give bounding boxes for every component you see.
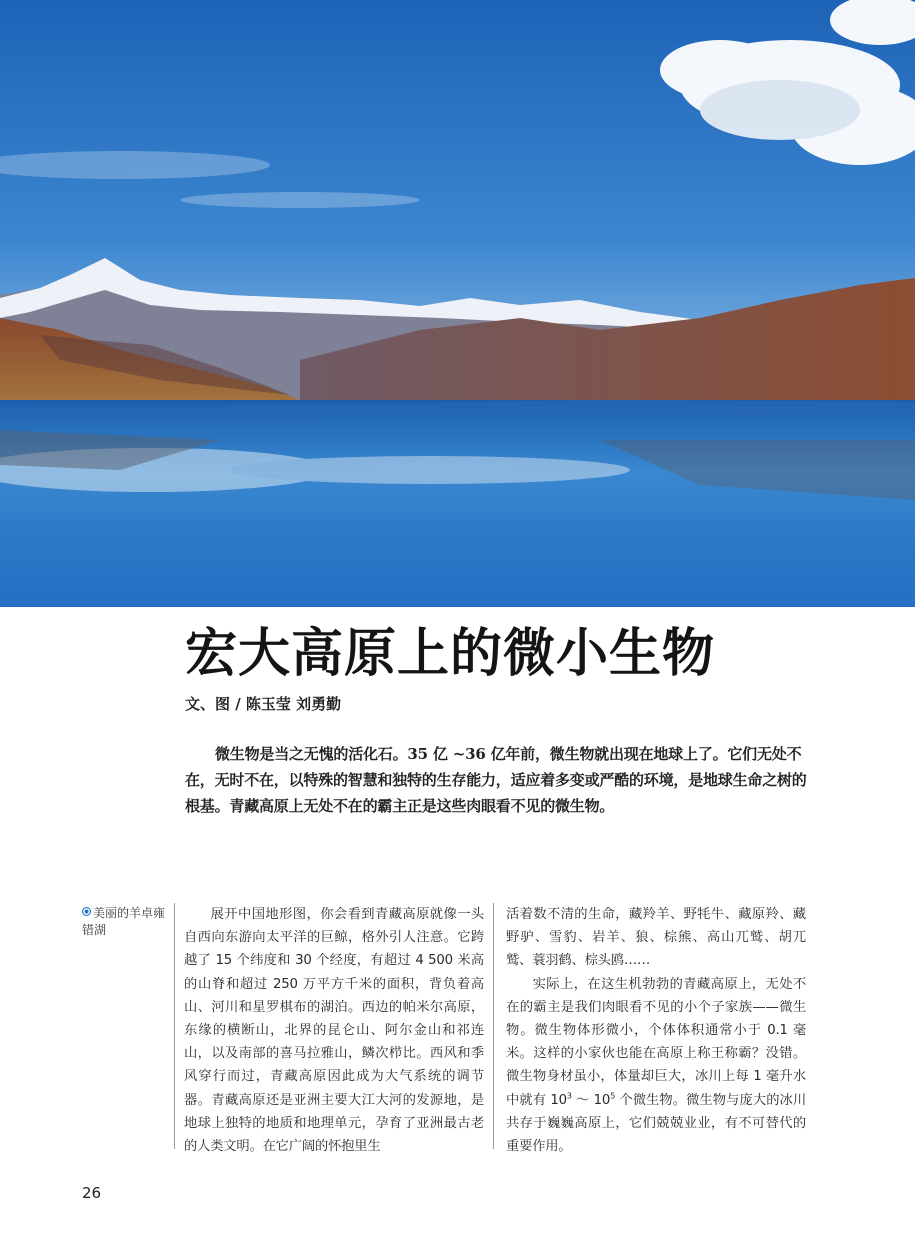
photo-caption-text: 美丽的羊卓雍错湖	[82, 906, 166, 937]
column-divider	[493, 903, 494, 1149]
photo-caption	[82, 905, 168, 939]
body-paragraph: 活着数不清的生命，藏羚羊、野牦牛、藏原羚、藏野驴、雪豹、岩羊、狼、棕熊、高山兀鹫、胡兀鹫、蓑羽鹤、棕头鸥……	[506, 907, 806, 969]
caption-bullet-icon	[82, 907, 91, 916]
body-column-2	[506, 903, 806, 1158]
column-divider	[174, 903, 175, 1149]
page-number: 26	[82, 1184, 102, 1202]
body-paragraph: 展开中国地形图，你会看到青藏高原就像一头自西向东游向太平洋的巨鲸，格外引人注意。它跨越了 15 个纬度和 30 个经度，有超过 4 500 米高的山脊和超过 250 万平方千米的面积，背负着高山、河川和星罗棋布的湖泊。西边的帕米尔高原，东缘的横断山，北界的昆仑山、阿尔金山和祁连山，以及南部的喜马拉雅山，鳞次栉比。西风和季风穿行而过，青藏高原因此成为大气系统的调节器。青藏高原还是亚洲主要大江大河的发源地，是地球上独特的地质和地理单元，孕育了亚洲最古老的人类文明。在它广阔的怀抱里生	[184, 907, 484, 1155]
article-byline: 文、图 / 陈玉莹 刘勇勤	[185, 695, 342, 713]
body-paragraph: 实际上，在这生机勃勃的青藏高原上，无处不在的霸主是我们肉眼看不见的小个子家族——微生物。微生物体形微小，个体体积通常小于 0.1 毫米。这样的小家伙也能在高原上称王称霸？没错。微生物身材虽小，体量却巨大，冰川上每 1 毫升水中就有 $10^3$ ～ $10^5$ 个微生物。微生物与庞大的冰川共存于巍巍高原上，它们兢兢业业，有不可替代的重要作用。	[506, 976, 807, 1155]
article-lead: 微生物是当之无愧的活化石。35 亿 ~36 亿年前，微生物就出现在地球上了。它们无处不在，无时不在，以特殊的智慧和独特的生存能力，适应着多变或严酷的环境，是地球生命之树的根基。青藏高原上无处不在的霸主正是这些肉眼看不见的微生物。	[185, 745, 807, 815]
body-column-1	[184, 903, 484, 1158]
hero-photo-yamdrok-lake	[0, 0, 915, 607]
article-title: 宏大高原上的微小生物	[185, 624, 716, 684]
